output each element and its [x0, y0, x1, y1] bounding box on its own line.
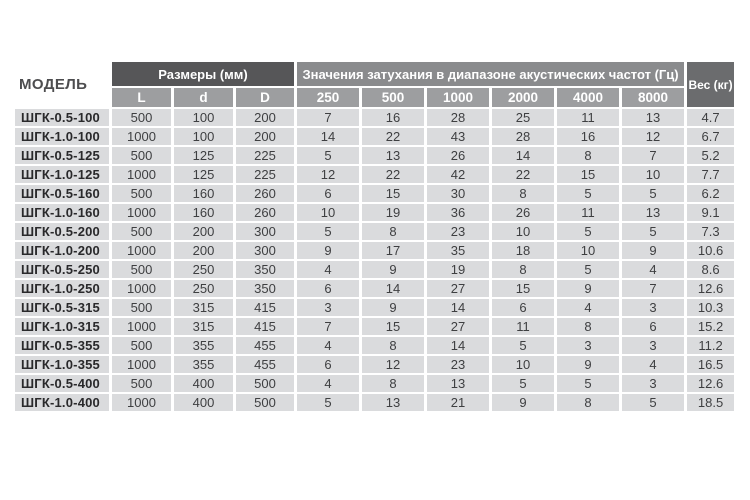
value-cell: 500 — [111, 146, 173, 165]
value-cell: 3 — [621, 336, 686, 355]
col-header-L: L — [111, 87, 173, 108]
value-cell: 23 — [426, 222, 491, 241]
value-cell: 8 — [361, 336, 426, 355]
weight-column-header: Вес (кг) — [686, 61, 736, 108]
value-cell: 315 — [173, 298, 235, 317]
value-cell: 11 — [556, 203, 621, 222]
col-header-2000: 2000 — [491, 87, 556, 108]
value-cell: 18.5 — [686, 393, 736, 412]
value-cell: 1000 — [111, 317, 173, 336]
value-cell: 125 — [173, 146, 235, 165]
value-cell: 15 — [361, 184, 426, 203]
value-cell: 9 — [361, 298, 426, 317]
value-cell: 5 — [621, 393, 686, 412]
value-cell: 13 — [621, 108, 686, 127]
value-cell: 5 — [296, 393, 361, 412]
col-header-500: 500 — [361, 87, 426, 108]
value-cell: 28 — [491, 127, 556, 146]
spec-table-container — [12, 60, 737, 413]
model-cell: ШГК-1.0-160 — [14, 203, 111, 222]
value-cell: 355 — [173, 336, 235, 355]
value-cell: 5 — [621, 222, 686, 241]
value-cell: 400 — [173, 374, 235, 393]
value-cell: 12 — [621, 127, 686, 146]
value-cell: 3 — [621, 298, 686, 317]
table-row — [14, 336, 736, 355]
value-cell: 9 — [361, 260, 426, 279]
value-cell: 12 — [296, 165, 361, 184]
value-cell: 160 — [173, 184, 235, 203]
value-cell: 42 — [426, 165, 491, 184]
value-cell: 5.2 — [686, 146, 736, 165]
model-cell: ШГК-1.0-355 — [14, 355, 111, 374]
value-cell: 5 — [556, 260, 621, 279]
value-cell: 15.2 — [686, 317, 736, 336]
value-cell: 225 — [235, 165, 296, 184]
value-cell: 10 — [556, 241, 621, 260]
value-cell: 1000 — [111, 355, 173, 374]
model-cell: ШГК-1.0-100 — [14, 127, 111, 146]
value-cell: 9 — [491, 393, 556, 412]
value-cell: 13 — [621, 203, 686, 222]
col-header-D: D — [235, 87, 296, 108]
table-row — [14, 279, 736, 298]
value-cell: 5 — [296, 222, 361, 241]
value-cell: 200 — [173, 241, 235, 260]
value-cell: 500 — [111, 184, 173, 203]
value-cell: 160 — [173, 203, 235, 222]
value-cell: 14 — [426, 298, 491, 317]
value-cell: 455 — [235, 336, 296, 355]
attenuation-group-header: Значения затухания в диапазоне акустических частот (Гц) — [296, 61, 686, 87]
table-row — [14, 203, 736, 222]
value-cell: 8.6 — [686, 260, 736, 279]
table-row — [14, 108, 736, 127]
value-cell: 500 — [111, 374, 173, 393]
model-cell: ШГК-1.0-315 — [14, 317, 111, 336]
model-cell: ШГК-0.5-400 — [14, 374, 111, 393]
value-cell: 18 — [491, 241, 556, 260]
value-cell: 10 — [491, 355, 556, 374]
value-cell: 9.1 — [686, 203, 736, 222]
value-cell: 5 — [491, 374, 556, 393]
value-cell: 15 — [491, 279, 556, 298]
value-cell: 22 — [361, 127, 426, 146]
value-cell: 7 — [296, 317, 361, 336]
value-cell: 14 — [296, 127, 361, 146]
value-cell: 250 — [173, 279, 235, 298]
value-cell: 10.3 — [686, 298, 736, 317]
value-cell: 10 — [491, 222, 556, 241]
value-cell: 5 — [556, 374, 621, 393]
value-cell: 11.2 — [686, 336, 736, 355]
value-cell: 6 — [296, 355, 361, 374]
value-cell: 1000 — [111, 241, 173, 260]
value-cell: 7 — [296, 108, 361, 127]
value-cell: 100 — [173, 127, 235, 146]
value-cell: 14 — [361, 279, 426, 298]
value-cell: 12.6 — [686, 279, 736, 298]
value-cell: 5 — [296, 146, 361, 165]
header-sub-row — [14, 87, 736, 108]
value-cell: 19 — [361, 203, 426, 222]
value-cell: 30 — [426, 184, 491, 203]
value-cell: 300 — [235, 241, 296, 260]
value-cell: 27 — [426, 317, 491, 336]
col-header-1000: 1000 — [426, 87, 491, 108]
value-cell: 15 — [556, 165, 621, 184]
value-cell: 500 — [111, 222, 173, 241]
value-cell: 1000 — [111, 127, 173, 146]
value-cell: 200 — [173, 222, 235, 241]
value-cell: 6 — [491, 298, 556, 317]
value-cell: 200 — [235, 127, 296, 146]
model-column-header: МОДЕЛЬ — [14, 61, 111, 108]
value-cell: 10 — [296, 203, 361, 222]
model-cell: ШГК-0.5-355 — [14, 336, 111, 355]
value-cell: 350 — [235, 279, 296, 298]
value-cell: 9 — [296, 241, 361, 260]
model-cell: ШГК-0.5-200 — [14, 222, 111, 241]
value-cell: 5 — [556, 222, 621, 241]
value-cell: 22 — [361, 165, 426, 184]
value-cell: 7 — [621, 279, 686, 298]
col-header-8000: 8000 — [621, 87, 686, 108]
attenuation-spec-table — [12, 60, 737, 413]
value-cell: 15 — [361, 317, 426, 336]
value-cell: 100 — [173, 108, 235, 127]
value-cell: 7.7 — [686, 165, 736, 184]
value-cell: 415 — [235, 298, 296, 317]
value-cell: 6 — [621, 317, 686, 336]
table-row — [14, 393, 736, 412]
table-row — [14, 241, 736, 260]
value-cell: 400 — [173, 393, 235, 412]
value-cell: 1000 — [111, 165, 173, 184]
model-cell: ШГК-1.0-250 — [14, 279, 111, 298]
value-cell: 4.7 — [686, 108, 736, 127]
value-cell: 4 — [296, 336, 361, 355]
value-cell: 14 — [426, 336, 491, 355]
value-cell: 260 — [235, 184, 296, 203]
table-row — [14, 374, 736, 393]
value-cell: 13 — [361, 393, 426, 412]
value-cell: 4 — [621, 355, 686, 374]
value-cell: 3 — [556, 336, 621, 355]
col-header-d: d — [173, 87, 235, 108]
table-row — [14, 165, 736, 184]
value-cell: 14 — [491, 146, 556, 165]
value-cell: 3 — [621, 374, 686, 393]
dimensions-group-header: Размеры (мм) — [111, 61, 296, 87]
value-cell: 35 — [426, 241, 491, 260]
value-cell: 12 — [361, 355, 426, 374]
value-cell: 9 — [556, 355, 621, 374]
value-cell: 19 — [426, 260, 491, 279]
col-header-4000: 4000 — [556, 87, 621, 108]
value-cell: 26 — [491, 203, 556, 222]
value-cell: 8 — [556, 317, 621, 336]
value-cell: 8 — [556, 393, 621, 412]
model-cell: ШГК-0.5-125 — [14, 146, 111, 165]
value-cell: 8 — [491, 184, 556, 203]
value-cell: 6.2 — [686, 184, 736, 203]
value-cell: 500 — [111, 298, 173, 317]
table-row — [14, 317, 736, 336]
value-cell: 250 — [173, 260, 235, 279]
table-body — [14, 108, 736, 412]
table-row — [14, 127, 736, 146]
model-cell: ШГК-1.0-125 — [14, 165, 111, 184]
value-cell: 17 — [361, 241, 426, 260]
value-cell: 5 — [556, 184, 621, 203]
value-cell: 8 — [361, 374, 426, 393]
value-cell: 27 — [426, 279, 491, 298]
value-cell: 16.5 — [686, 355, 736, 374]
value-cell: 8 — [491, 260, 556, 279]
table-row — [14, 222, 736, 241]
model-cell: ШГК-0.5-160 — [14, 184, 111, 203]
value-cell: 16 — [361, 108, 426, 127]
value-cell: 6.7 — [686, 127, 736, 146]
value-cell: 6 — [296, 184, 361, 203]
value-cell: 500 — [111, 260, 173, 279]
value-cell: 350 — [235, 260, 296, 279]
table-row — [14, 260, 736, 279]
value-cell: 12.6 — [686, 374, 736, 393]
table-row — [14, 146, 736, 165]
value-cell: 4 — [621, 260, 686, 279]
value-cell: 4 — [296, 260, 361, 279]
value-cell: 21 — [426, 393, 491, 412]
header-group-row — [14, 61, 736, 87]
value-cell: 260 — [235, 203, 296, 222]
value-cell: 26 — [426, 146, 491, 165]
model-cell: ШГК-1.0-400 — [14, 393, 111, 412]
value-cell: 7.3 — [686, 222, 736, 241]
value-cell: 28 — [426, 108, 491, 127]
value-cell: 13 — [361, 146, 426, 165]
value-cell: 125 — [173, 165, 235, 184]
value-cell: 10 — [621, 165, 686, 184]
value-cell: 36 — [426, 203, 491, 222]
value-cell: 455 — [235, 355, 296, 374]
value-cell: 8 — [361, 222, 426, 241]
table-header — [14, 61, 736, 108]
value-cell: 3 — [296, 298, 361, 317]
value-cell: 500 — [235, 393, 296, 412]
value-cell: 9 — [621, 241, 686, 260]
value-cell: 11 — [491, 317, 556, 336]
value-cell: 315 — [173, 317, 235, 336]
value-cell: 13 — [426, 374, 491, 393]
value-cell: 5 — [621, 184, 686, 203]
model-cell: ШГК-0.5-100 — [14, 108, 111, 127]
table-row — [14, 184, 736, 203]
value-cell: 5 — [491, 336, 556, 355]
value-cell: 415 — [235, 317, 296, 336]
value-cell: 4 — [296, 374, 361, 393]
value-cell: 500 — [235, 374, 296, 393]
value-cell: 6 — [296, 279, 361, 298]
value-cell: 500 — [111, 336, 173, 355]
value-cell: 7 — [621, 146, 686, 165]
col-header-250: 250 — [296, 87, 361, 108]
value-cell: 225 — [235, 146, 296, 165]
value-cell: 11 — [556, 108, 621, 127]
value-cell: 1000 — [111, 203, 173, 222]
value-cell: 200 — [235, 108, 296, 127]
model-cell: ШГК-1.0-200 — [14, 241, 111, 260]
value-cell: 23 — [426, 355, 491, 374]
model-cell: ШГК-0.5-250 — [14, 260, 111, 279]
table-row — [14, 355, 736, 374]
value-cell: 10.6 — [686, 241, 736, 260]
value-cell: 1000 — [111, 279, 173, 298]
value-cell: 43 — [426, 127, 491, 146]
value-cell: 25 — [491, 108, 556, 127]
value-cell: 355 — [173, 355, 235, 374]
value-cell: 1000 — [111, 393, 173, 412]
table-row — [14, 298, 736, 317]
value-cell: 500 — [111, 108, 173, 127]
value-cell: 9 — [556, 279, 621, 298]
value-cell: 8 — [556, 146, 621, 165]
value-cell: 4 — [556, 298, 621, 317]
value-cell: 16 — [556, 127, 621, 146]
model-cell: ШГК-0.5-315 — [14, 298, 111, 317]
value-cell: 300 — [235, 222, 296, 241]
value-cell: 22 — [491, 165, 556, 184]
